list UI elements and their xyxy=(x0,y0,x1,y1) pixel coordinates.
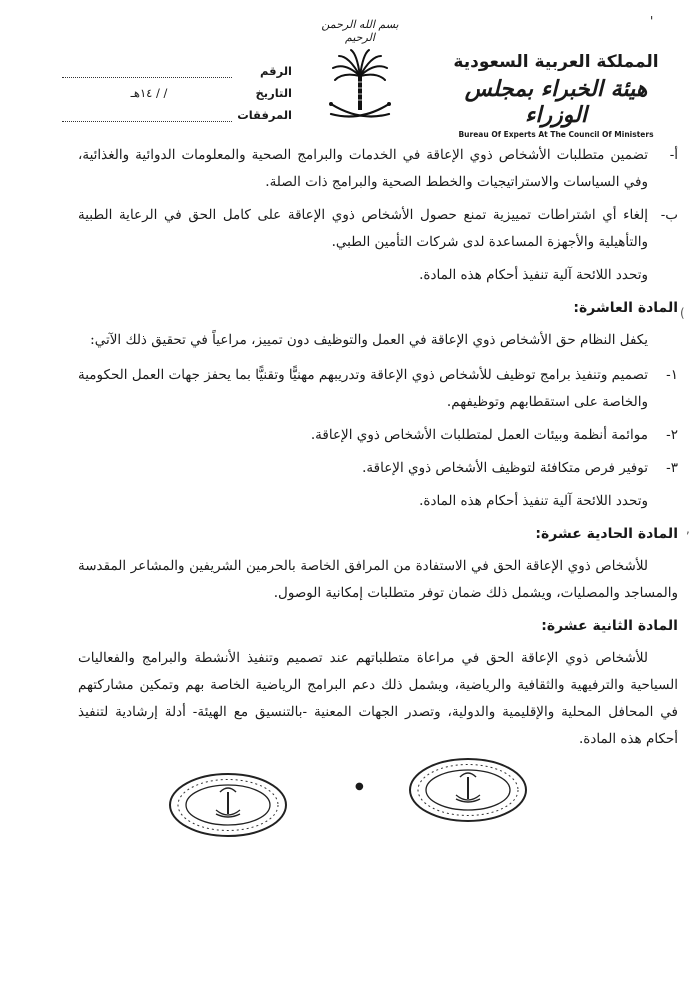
palm-swords-emblem-icon xyxy=(325,48,395,126)
official-seal-right xyxy=(406,755,530,825)
bureau-name-english: Bureau Of Experts At The Council Of Ministers xyxy=(458,130,654,139)
kingdom-name: المملكة العربية السعودية xyxy=(453,52,659,72)
item-marker: ١- xyxy=(666,367,678,383)
page-dot: ● xyxy=(355,781,364,792)
article-heading: المادة الحادية عشرة: xyxy=(535,526,678,542)
list-item xyxy=(78,202,678,256)
article-paragraph: للأشخاص ذوي الإعاقة الحق في الاستفادة من المرافق الخاصة بالحرمين الشريفين والمشاعر المقدسة والمساجد والمصليات، ويشمل ذلك ضمان توفر متطلبات إمكانية الوصول. xyxy=(78,558,678,601)
bureau-name-arabic: هيئة الخبراء بمجلس الوزراء xyxy=(464,76,648,128)
document-body xyxy=(78,142,678,761)
list-item xyxy=(78,362,678,416)
item-marker: ٢- xyxy=(666,427,678,443)
attachments-row xyxy=(62,100,292,122)
item-text: تضمين متطلبات الأشخاص ذوي الإعاقة في الخدمات والبرامج الصحية والمعلومات الدوائية والغذائية، وفي السياسات والاستراتيجيات والخطط الصحية والبرامج ذات الصلة. xyxy=(78,147,648,190)
item-marker: ٣- xyxy=(666,460,678,476)
article-heading: المادة الثانية عشرة: xyxy=(541,618,678,634)
item-text: موائمة أنظمة وبيئات العمل لمتطلبات الأشخاص ذوي الإعاقة. xyxy=(310,427,648,443)
official-seal-left xyxy=(166,770,290,840)
article-paragraph: يكفل النظام حق الأشخاص ذوي الإعاقة في العمل والتوظيف دون تمييز، مراعياً في تحقيق ذلك الآتي: xyxy=(90,332,648,348)
date-value: / / ١٤هـ xyxy=(130,86,168,100)
item-marker: أ- xyxy=(669,147,678,163)
regulation-note: وتحدد اللائحة آلية تنفيذ أحكام هذه المادة. xyxy=(419,267,648,283)
item-text: تصميم وتنفيذ برامج توظيف للأشخاص ذوي الإعاقة وتدريبهم مهنيًّا وتقنيًّا بما يحفز جهات العمل الحكومية والخاصة على استقطابهم وتوظيفهم. xyxy=(78,367,648,410)
date-row xyxy=(62,78,292,100)
item-text: توفير فرص متكافئة لتوظيف الأشخاص ذوي الإعاقة. xyxy=(362,460,648,476)
ref-number-label: الرقم xyxy=(260,64,292,78)
seal-icon xyxy=(406,755,530,825)
date-label: التاريخ xyxy=(255,86,292,100)
list-item xyxy=(78,455,678,482)
list-item xyxy=(78,422,678,449)
basmala: بسم الله الرحمن الرحيم xyxy=(321,18,399,44)
article-heading: المادة العاشرة: xyxy=(573,300,678,316)
item-marker: ب- xyxy=(660,207,678,223)
letterhead-reference-fields xyxy=(62,56,292,122)
list-item xyxy=(78,142,678,196)
margin-mark: ( xyxy=(680,306,685,320)
corner-mark: ' xyxy=(650,14,654,28)
letterhead-institution xyxy=(436,52,676,139)
attachments-line xyxy=(62,107,232,122)
letterhead-emblem-block xyxy=(315,18,405,126)
seal-icon xyxy=(166,770,290,840)
regulation-note: وتحدد اللائحة آلية تنفيذ أحكام هذه المادة. xyxy=(419,493,648,509)
ref-number-line xyxy=(62,63,232,78)
item-text: إلغاء أي اشتراطات تمييزية تمنع حصول الأشخاص ذوي الإعاقة على كامل الحق في الرعاية الطبية والتأهيلية والأجهزة المساعدة لدى شركات التأمين الطبي. xyxy=(78,207,648,250)
attachments-label: المرفقات xyxy=(237,108,292,122)
ref-number-row xyxy=(62,56,292,78)
article-paragraph: للأشخاص ذوي الإعاقة الحق في مراعاة متطلباتهم عند تصميم وتنفيذ الأنشطة والبرامج والفعاليات السياحية والترفيهية والثقافية والرياضية، ويشمل ذلك دعم البرامج الرياضية الخاصة بهم وتمكين مشاركتهم في المحافل المحلية والإقليمية والدولية، وتصدر الجهات المعنية -بالتنسيق مع الهيئة- أدلة إرشادية لتنفيذ أحكام هذه المادة. xyxy=(78,650,678,747)
margin-mark: , xyxy=(686,522,690,536)
